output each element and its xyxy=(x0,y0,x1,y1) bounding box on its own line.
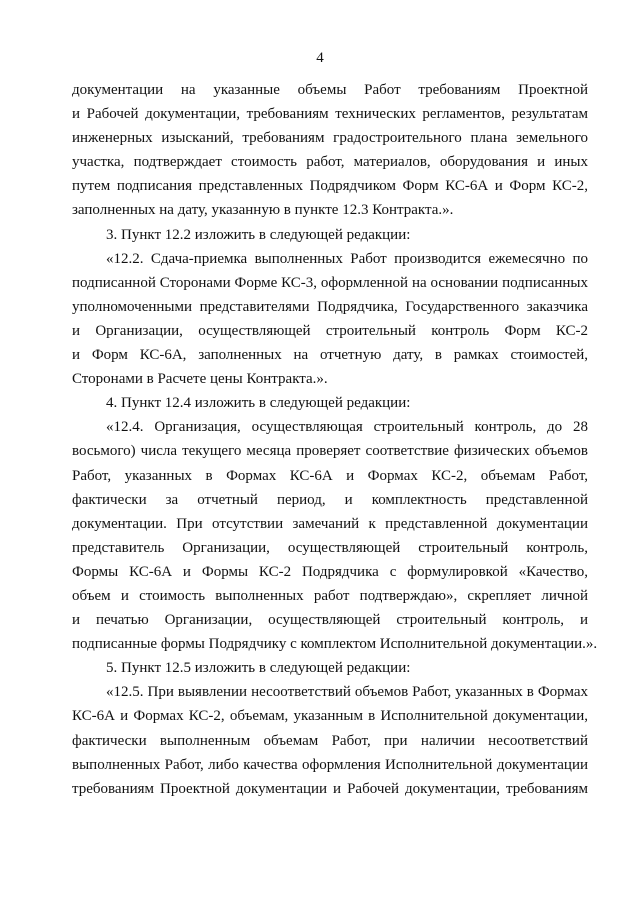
text-line: инженерных изысканий, требованиям градостроительного плана земельного xyxy=(72,130,588,147)
text-line: заполненных на дату, указанную в пункте 12.3 Контракта.». xyxy=(72,202,454,219)
text-line: фактически за отчетный период, и комплектность представленной xyxy=(72,491,588,508)
text-line: представитель Организации, осуществляющей строительный контроль, xyxy=(72,539,588,556)
text-line: «12.4. Организация, осуществляющая строительный контроль, до 28 xyxy=(106,419,588,436)
text-line: и Рабочей документации, требованиям технических регламентов, результатам xyxy=(72,106,588,123)
text-line: 4. Пункт 12.4 изложить в следующей редакции: xyxy=(106,395,411,412)
text-line: Формы КС-6А и Формы КС-2 Подрядчика с формулировкой «Качество, xyxy=(72,563,588,580)
text-line: участка, подтверждает стоимость работ, материалов, оборудования и иных xyxy=(72,154,588,171)
text-line: и Организации, осуществляющей строительный контроль Форм КС-2 xyxy=(72,322,588,339)
text-line: объем и стоимость выполненных работ подтверждаю», скрепляет личной xyxy=(72,587,588,604)
text-line: фактически выполненным объемам Работ, при наличии несоответствий xyxy=(72,732,588,749)
text-line: документации. При отсутствии замечаний к представленной документации xyxy=(72,515,588,532)
text-line: путем подписания представленных Подрядчиком Форм КС-6А и Форм КС-2, xyxy=(72,178,588,195)
text-line: выполненных Работ, либо качества оформления Исполнительной документации xyxy=(72,756,588,773)
document-body xyxy=(72,78,598,801)
text-line: подписанной Сторонами Форме КС-3, оформленной на основании подписанных xyxy=(72,274,588,291)
text-line: КС-6А и Формах КС-2, объемам, указанным в Исполнительной документации, xyxy=(72,708,588,725)
text-line: «12.5. При выявлении несоответствий объемов Работ, указанных в Формах xyxy=(106,684,588,701)
text-line: Сторонами в Расчете цены Контракта.». xyxy=(72,371,328,388)
text-line: документации на указанные объемы Работ требованиям Проектной xyxy=(72,82,588,98)
text-line: и печатью Организации, осуществляющей строительный контроль, и xyxy=(72,612,588,629)
text-line: «12.2. Сдача-приемка выполненных Работ производится ежемесячно по xyxy=(106,250,588,267)
text-line: уполномоченными представителями Подрядчика, Государственного заказчика xyxy=(72,298,588,315)
text-line: Работ, указанных в Формах КС-6А и Формах КС-2, объемам Работ, xyxy=(72,467,588,484)
text-line: 5. Пункт 12.5 изложить в следующей редакции: xyxy=(106,660,411,677)
text-line: подписанные формы Подрядчику с комплектом Исполнительной документации.». xyxy=(72,636,598,653)
page-number: 4 xyxy=(316,50,324,66)
text-line: 3. Пункт 12.2 изложить в следующей редакции: xyxy=(106,226,411,243)
text-line: и Форм КС-6А, заполненных на отчетную дату, в рамках стоимостей, xyxy=(72,347,588,364)
text-line: восьмого) числа текущего месяца проверяет соответствие физических объемов xyxy=(72,443,588,460)
text-line: требованиям Проектной документации и Рабочей документации, требованиям xyxy=(72,780,588,797)
